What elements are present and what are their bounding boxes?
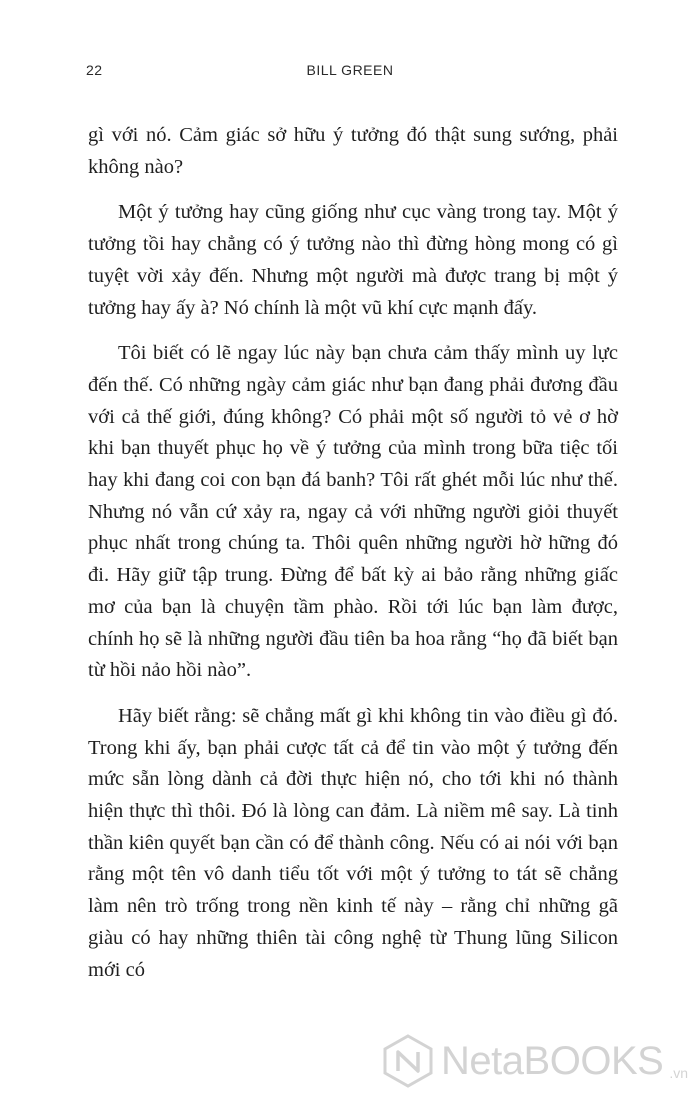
paragraph: Hãy biết rằng: sẽ chẳng mất gì khi không tin vào điều gì đó. Trong khi ấy, bạn phải cược tất cả để tin vào một ý tưởng đến mức sẵn lòng dành cả đời thực hiện nó, cho tới khi nó thành hiện thực thì thôi. Đó là lòng can đảm. Là niềm mê say. Là tinh thần kiên quyết bạn cần có để thành công. Nếu có ai nói với bạn rằng một tên vô danh tiểu tốt với một ý tưởng to tát sẽ chẳng làm nên trò trống trong nền kinh tế này – rằng chỉ những gã giàu có hay những thiên tài công nghệ từ Thung lũng Silicon mới có — [88, 704, 618, 981]
paragraph-continued: gì với nó. Cảm giác sở hữu ý tưởng đó thật sung sướng, phải không nào? — [88, 124, 618, 178]
paragraph: Tôi biết có lẽ ngay lúc này bạn chưa cảm thấy mình uy lực đến thế. Có những ngày cảm giác như bạn đang phải đương đầu với cả thế giới, đúng không? Có phải một số người tỏ vẻ ơ hờ khi bạn thuyết phục họ về ý tưởng của mình trong bữa tiệc tối hay khi đang coi con bạn đá banh? Tôi rất ghét mỗi lúc như thế. Nhưng nó vẫn cứ xảy ra, ngay cả với những người giỏi thuyết phục nhất trong chúng ta. Thôi quên những người hờ hững đó đi. Hãy giữ tập trung. Đừng để bất kỳ ai bảo rằng những giấc mơ của bạn là chuyện tầm phào. Rồi tới lúc bạn làm được, chính họ sẽ là những người đầu tiên ba hoa rằng “họ đã biết bạn từ hồi nảo hồi nào”. — [88, 342, 618, 682]
body-text — [88, 120, 618, 1000]
running-header — [86, 62, 614, 82]
watermark-text: NetaBOOKS — [441, 1039, 664, 1083]
page-number: 22 — [86, 62, 103, 78]
netabooks-watermark — [381, 1033, 688, 1089]
paragraph: Một ý tưởng hay cũng giống như cục vàng trong tay. Một ý tưởng tồi hay chẳng có ý tưởng nào thì đừng hòng mong có gì tuyệt vời xảy đến. Nhưng một người mà được trang bị một ý tưởng hay ấy à? Nó chính là một vũ khí cực mạnh đấy. — [88, 201, 618, 319]
watermark-suffix: .vn — [669, 1065, 688, 1081]
running-title: BILL GREEN — [306, 62, 394, 78]
netabooks-logo-icon — [381, 1034, 435, 1088]
